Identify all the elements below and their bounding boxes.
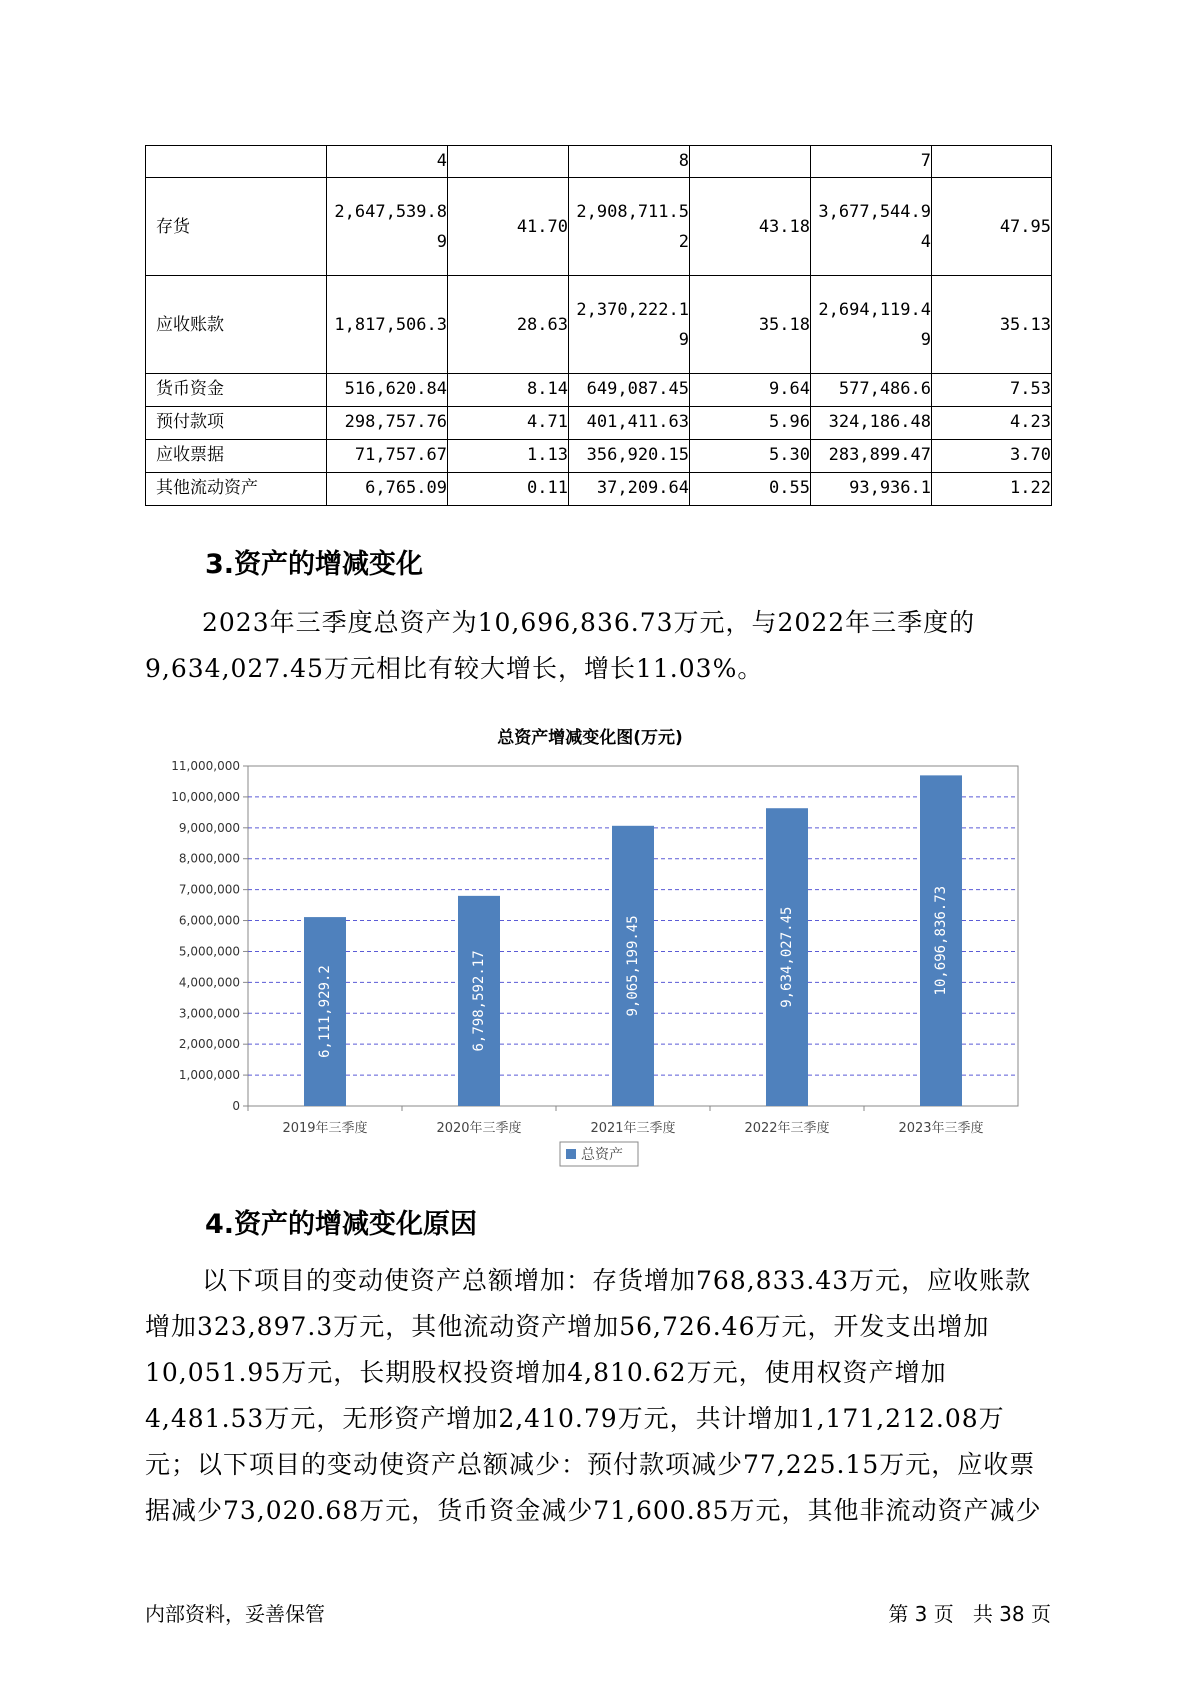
table-cell-name: 货币资金 bbox=[146, 374, 327, 407]
table-cell-ratio: 0.55 bbox=[690, 473, 811, 506]
asset-structure-table bbox=[145, 145, 1052, 506]
table-cell-value: 37,209.64 bbox=[569, 473, 690, 506]
y-tick-label: 11,000,000 bbox=[171, 759, 240, 773]
chart-legend bbox=[560, 1142, 638, 1166]
table-cell-value: 3,677,544.9 4 bbox=[811, 178, 932, 276]
table-cell-ratio: 35.18 bbox=[690, 276, 811, 374]
table-cell-ratio: 7.53 bbox=[932, 374, 1052, 407]
table-cell-value: 2,694,119.4 9 bbox=[811, 276, 932, 374]
table-cell-value: 2,908,711.5 2 bbox=[569, 178, 690, 276]
section-3-paragraph: 2023年三季度总资产为10,696,836.73万元，与2022年三季度的9,634,027.45万元相比有较大增长，增长11.03%。 bbox=[145, 608, 976, 683]
table-cell-name: 存货 bbox=[146, 178, 327, 276]
y-tick-label: 8,000,000 bbox=[178, 851, 240, 866]
table-cell-value: 2,647,539.8 9 bbox=[327, 178, 448, 276]
y-tick-label: 7,000,000 bbox=[178, 882, 240, 897]
bar-data-label: 9,634,027.45 bbox=[779, 906, 795, 1008]
table-cell-value: 324,186.48 bbox=[811, 407, 932, 440]
table-cell-ratio: 3.70 bbox=[932, 440, 1052, 473]
y-tick-label: 10,000,000 bbox=[171, 789, 240, 804]
table-cell-value: 93,936.1 bbox=[811, 473, 932, 506]
table-cell-name: 应收账款 bbox=[146, 276, 327, 374]
table-row bbox=[146, 178, 1052, 276]
y-tick-label: 4,000,000 bbox=[178, 975, 240, 990]
legend-swatch bbox=[566, 1149, 576, 1159]
table-cell-name bbox=[146, 146, 327, 178]
table-cell-ratio: 1.13 bbox=[448, 440, 569, 473]
y-tick-label: 9,000,000 bbox=[178, 820, 240, 835]
table-cell-ratio: 35.13 bbox=[932, 276, 1052, 374]
table-cell-ratio: 8.14 bbox=[448, 374, 569, 407]
total-assets-bar-chart bbox=[150, 710, 1030, 1180]
table-cell-ratio: 4.23 bbox=[932, 407, 1052, 440]
table-cell-value: 1,817,506.3 bbox=[327, 276, 448, 374]
table-cell-value: 2,370,222.1 9 bbox=[569, 276, 690, 374]
table-cell-ratio bbox=[932, 146, 1052, 178]
table-cell-ratio: 4.71 bbox=[448, 407, 569, 440]
table-cell-ratio: 5.30 bbox=[690, 440, 811, 473]
table-cell-value: 516,620.84 bbox=[327, 374, 448, 407]
x-tick-label: 2021年三季度 bbox=[590, 1121, 676, 1136]
chart-title: 总资产增减变化图(万元) bbox=[497, 728, 683, 748]
table-row bbox=[146, 146, 1052, 178]
table-row bbox=[146, 374, 1052, 407]
x-tick-label: 2023年三季度 bbox=[898, 1121, 984, 1136]
table-cell-ratio bbox=[448, 146, 569, 178]
x-tick-label: 2019年三季度 bbox=[282, 1121, 368, 1136]
table-cell-value: 6,765.09 bbox=[327, 473, 448, 506]
y-tick-label: 0 bbox=[232, 1099, 240, 1113]
section-3-heading: 3.资产的增减变化 bbox=[205, 549, 424, 580]
table-cell-ratio: 0.11 bbox=[448, 473, 569, 506]
table-cell-ratio: 9.64 bbox=[690, 374, 811, 407]
section-4-heading: 4.资产的增减变化原因 bbox=[205, 1209, 478, 1240]
table-cell-value: 649,087.45 bbox=[569, 374, 690, 407]
y-tick-label: 2,000,000 bbox=[178, 1037, 240, 1052]
x-tick-label: 2020年三季度 bbox=[436, 1121, 522, 1136]
table-cell-name: 其他流动资产 bbox=[146, 473, 327, 506]
section-4-paragraph: 以下项目的变动使资产总额增加：存货增加768,833.43万元，应收账款增加323,897.3万元，其他流动资产增加56,726.46万元，开发支出增加10,051.95万元，长期股权投资增加4,810.62万元，使用权资产增加4,481.53万元，无形资产增加2,410.79万元，共计增加1,171,212.08万元；以下项目的变动使资产总额减少：预付款项减少77,225.15万元，应收票据减少73,020.68万元，货币资金减少71,600.85万元，其他非流动资产减少 bbox=[145, 1266, 1042, 1525]
table-cell-value: 4 bbox=[327, 146, 448, 178]
table-row bbox=[146, 407, 1052, 440]
table-cell-name: 预付款项 bbox=[146, 407, 327, 440]
table-row bbox=[146, 276, 1052, 374]
bar-data-label: 6,798,592.17 bbox=[471, 950, 487, 1052]
table-cell-ratio: 43.18 bbox=[690, 178, 811, 276]
legend-label: 总资产 bbox=[581, 1147, 623, 1163]
x-tick-label: 2022年三季度 bbox=[744, 1121, 830, 1136]
table-cell-ratio: 47.95 bbox=[932, 178, 1052, 276]
footer-confidential-note: 内部资料，妥善保管 bbox=[145, 1602, 325, 1626]
bar-data-label: 6,111,929.2 bbox=[317, 965, 333, 1058]
table-cell-ratio: 5.96 bbox=[690, 407, 811, 440]
table-cell-ratio bbox=[690, 146, 811, 178]
table-cell-value: 356,920.15 bbox=[569, 440, 690, 473]
table-cell-ratio: 41.70 bbox=[448, 178, 569, 276]
table-cell-value: 283,899.47 bbox=[811, 440, 932, 473]
footer-page-number: 第 3 页 共 38 页 bbox=[888, 1602, 1051, 1626]
y-tick-label: 1,000,000 bbox=[178, 1068, 240, 1083]
table-row bbox=[146, 440, 1052, 473]
table-cell-value: 71,757.67 bbox=[327, 440, 448, 473]
table-row bbox=[146, 473, 1052, 506]
table-cell-name: 应收票据 bbox=[146, 440, 327, 473]
table-cell-value: 298,757.76 bbox=[327, 407, 448, 440]
table-cell-value: 401,411.63 bbox=[569, 407, 690, 440]
table-cell-value: 577,486.6 bbox=[811, 374, 932, 407]
y-tick-label: 6,000,000 bbox=[178, 913, 240, 928]
table-cell-ratio: 1.22 bbox=[932, 473, 1052, 506]
bar-data-label: 10,696,836.73 bbox=[933, 885, 949, 996]
y-tick-label: 3,000,000 bbox=[178, 1006, 240, 1021]
table-cell-value: 7 bbox=[811, 146, 932, 178]
table-cell-value: 8 bbox=[569, 146, 690, 178]
y-tick-label: 5,000,000 bbox=[178, 944, 240, 959]
bar-data-label: 9,065,199.45 bbox=[625, 915, 641, 1017]
table-cell-ratio: 28.63 bbox=[448, 276, 569, 374]
